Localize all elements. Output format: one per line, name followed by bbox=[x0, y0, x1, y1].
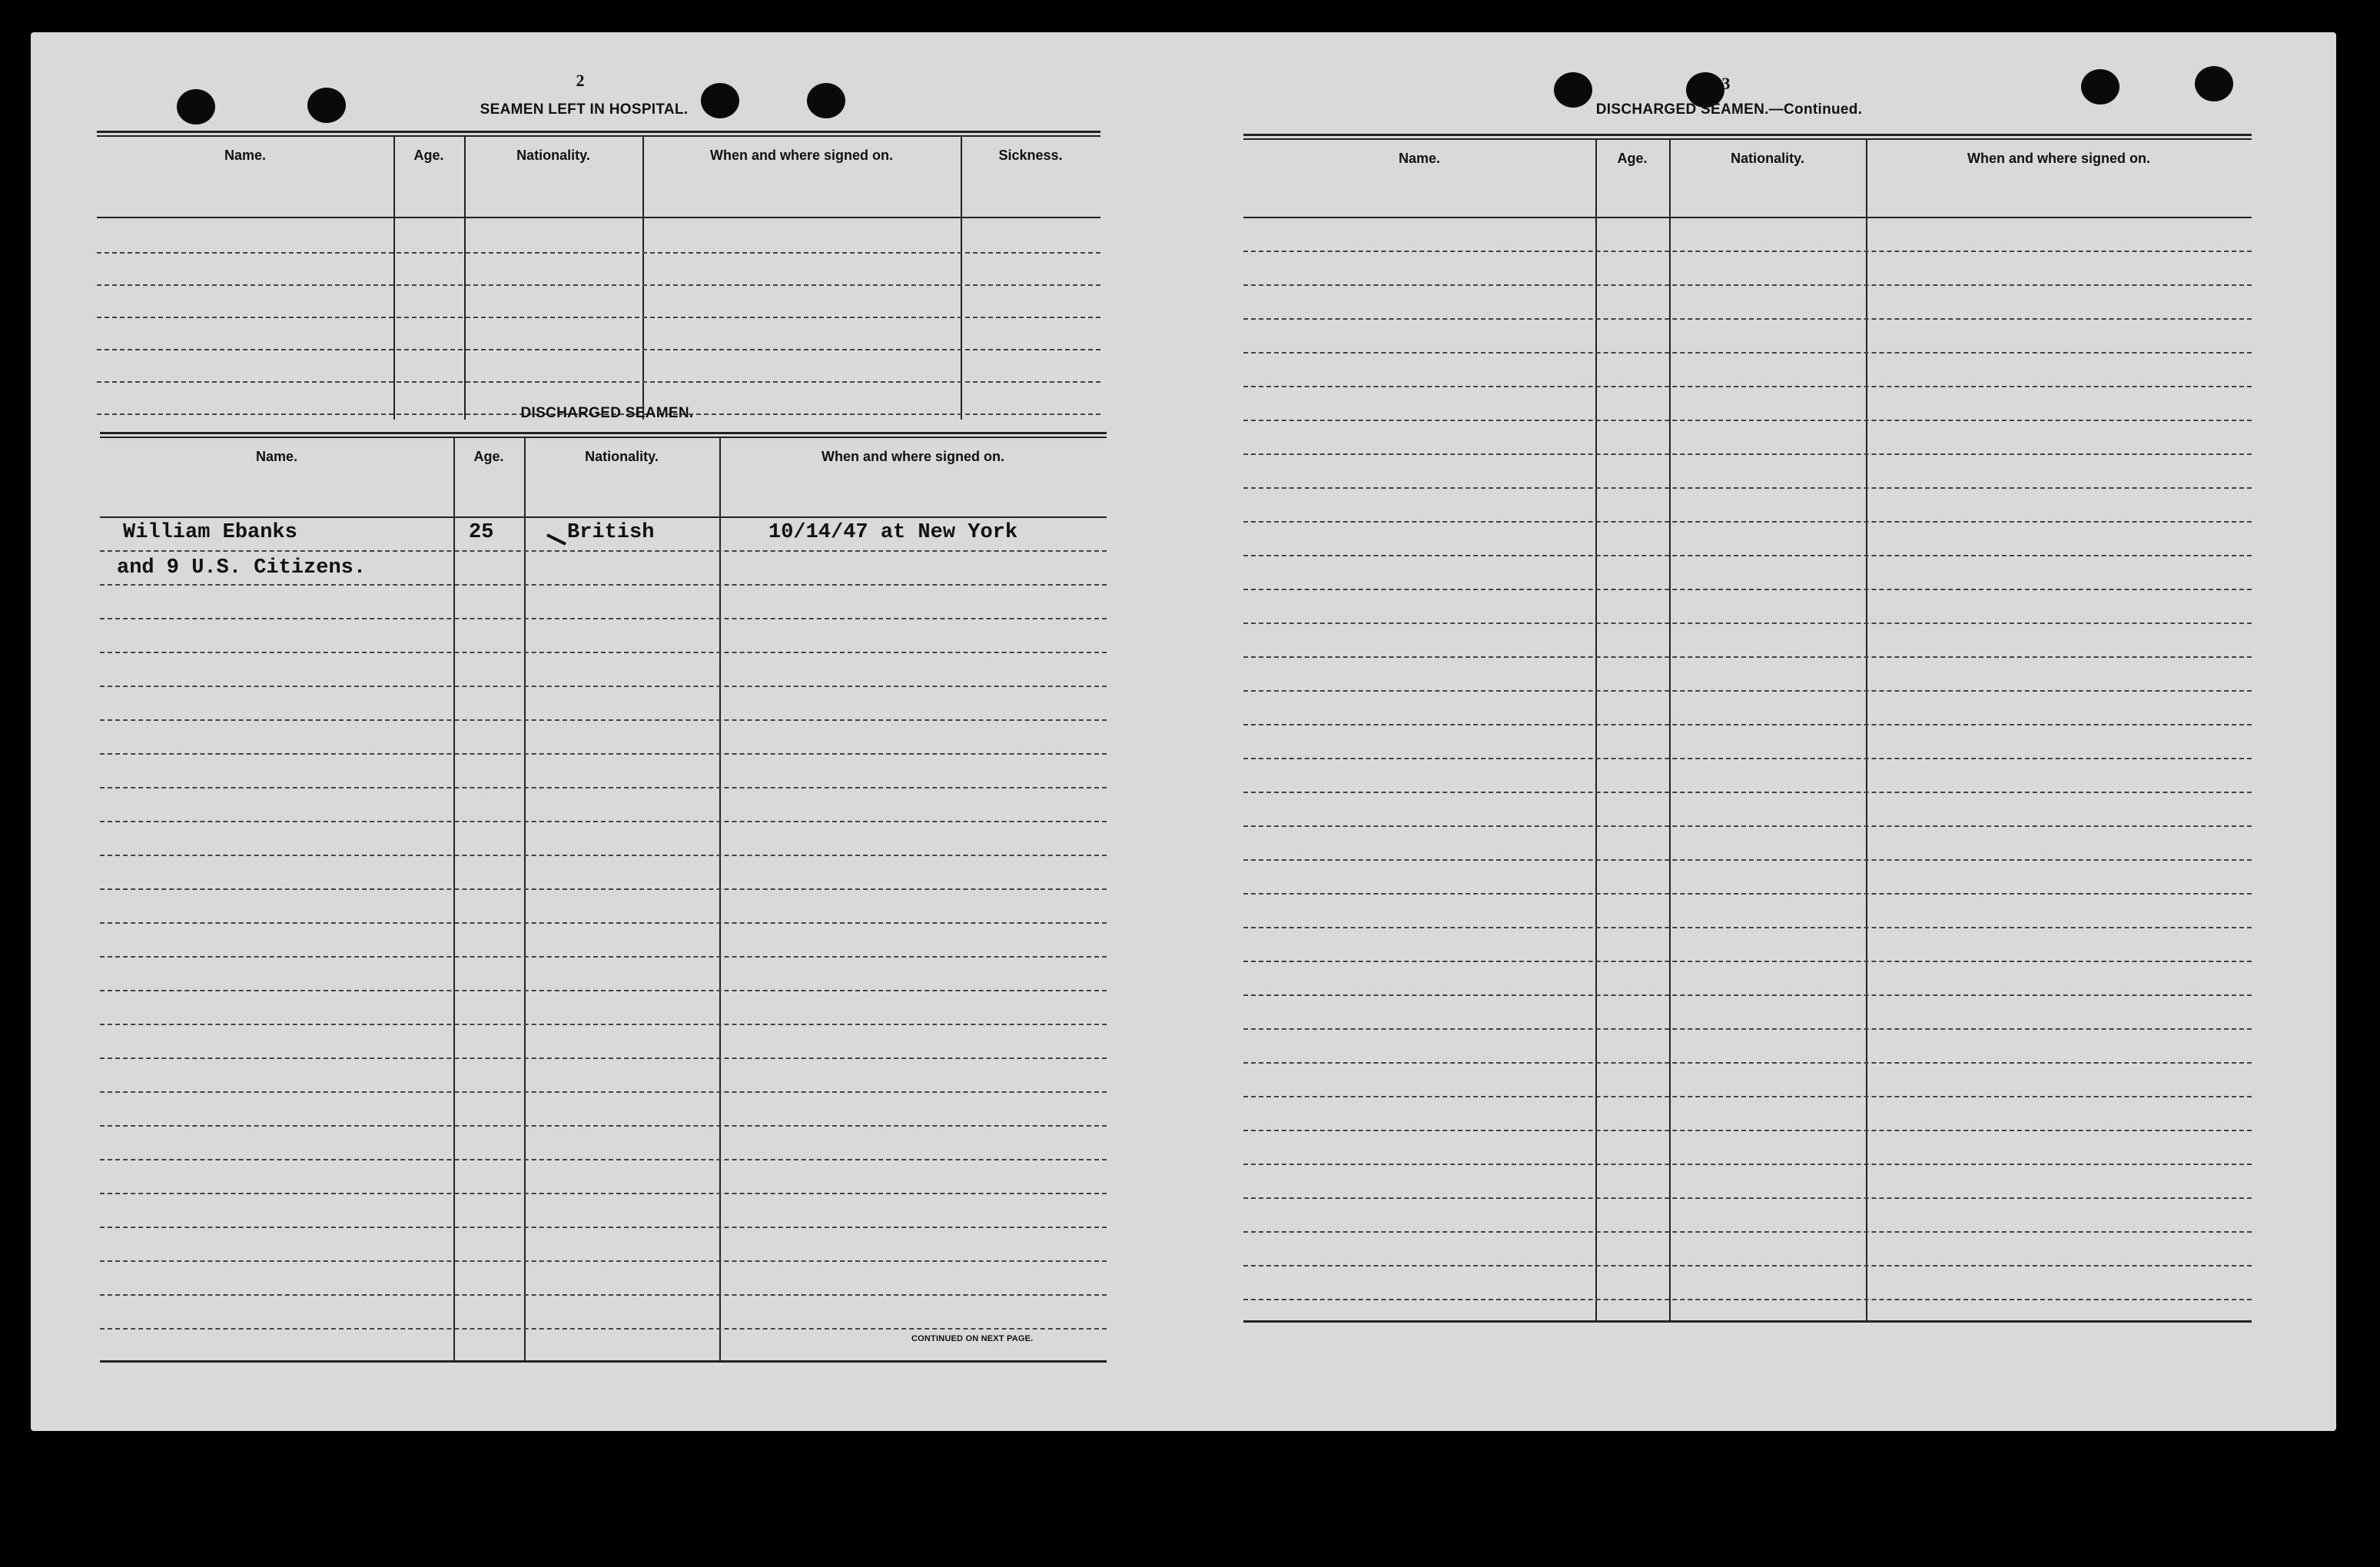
table-row bbox=[1243, 352, 2252, 354]
table-row bbox=[100, 990, 1107, 991]
header-rule bbox=[1243, 217, 2252, 218]
discharged-continued-title: DISCHARGED SEAMEN.—Continued. bbox=[1595, 101, 1863, 118]
punch-hole bbox=[2081, 69, 2119, 105]
column-divider bbox=[961, 135, 962, 420]
header-rule bbox=[100, 516, 1107, 518]
table-row bbox=[100, 1057, 1107, 1059]
column-divider bbox=[393, 135, 395, 420]
table-row bbox=[97, 381, 1100, 383]
table-row bbox=[1243, 792, 2252, 793]
continued-note: CONTINUED ON NEXT PAGE. bbox=[911, 1334, 1034, 1343]
column-divider bbox=[524, 437, 526, 1362]
table-row bbox=[1243, 656, 2252, 658]
table-row bbox=[1243, 961, 2252, 962]
table-row bbox=[1243, 859, 2252, 861]
table-row bbox=[100, 1193, 1107, 1194]
col-head-signed-on: When and where signed on. bbox=[821, 449, 1005, 464]
table-row bbox=[100, 550, 1107, 552]
table-row bbox=[1243, 724, 2252, 725]
table-row bbox=[100, 821, 1107, 822]
table-row bbox=[100, 719, 1107, 721]
table-row bbox=[100, 956, 1107, 958]
table-top-rule bbox=[1243, 134, 2252, 140]
table-row bbox=[1243, 1164, 2252, 1165]
col-head-nationality: Nationality. bbox=[585, 449, 659, 464]
table-top-rule bbox=[100, 432, 1107, 438]
entry-age: 25 bbox=[469, 521, 494, 544]
column-divider bbox=[642, 135, 644, 420]
table-row bbox=[100, 652, 1107, 653]
table-row bbox=[1243, 1028, 2252, 1030]
entry-nationality: British bbox=[567, 521, 655, 544]
table-row bbox=[100, 855, 1107, 856]
table-row bbox=[1243, 318, 2252, 320]
discharged-continued-table bbox=[1243, 134, 2252, 1325]
table-bottom-rule bbox=[100, 1360, 1107, 1363]
pen-mark-icon bbox=[546, 532, 569, 547]
punch-hole bbox=[177, 89, 215, 124]
table-row bbox=[97, 284, 1100, 286]
table-row bbox=[1243, 1231, 2252, 1233]
column-divider bbox=[464, 135, 466, 420]
col-head-name: Name. bbox=[224, 148, 267, 163]
table-bottom-rule bbox=[1243, 1320, 2252, 1323]
table-row bbox=[1243, 825, 2252, 827]
punch-hole bbox=[807, 83, 845, 118]
col-head-nationality: Nationality. bbox=[516, 148, 590, 163]
table-row bbox=[1243, 1096, 2252, 1097]
table-row bbox=[1243, 487, 2252, 489]
table-row bbox=[100, 618, 1107, 619]
table-row bbox=[100, 1260, 1107, 1262]
document-sheet bbox=[31, 32, 2336, 1431]
header-rule bbox=[97, 217, 1100, 218]
discharged-section-title: DISCHARGED SEAMEN. bbox=[520, 405, 694, 421]
col-head-sickness: Sickness. bbox=[998, 148, 1063, 163]
table-row bbox=[100, 686, 1107, 687]
column-divider bbox=[453, 437, 455, 1362]
col-head-name: Name. bbox=[1398, 151, 1441, 166]
table-row bbox=[1243, 994, 2252, 996]
table-row bbox=[1243, 1299, 2252, 1300]
table-row bbox=[1243, 690, 2252, 692]
table-row bbox=[100, 1227, 1107, 1228]
table-row bbox=[100, 787, 1107, 788]
column-divider bbox=[1866, 138, 1867, 1322]
table-row bbox=[100, 584, 1107, 586]
table-row bbox=[97, 252, 1100, 254]
hospital-table bbox=[97, 131, 1100, 423]
table-row bbox=[97, 317, 1100, 318]
table-row bbox=[1243, 1062, 2252, 1064]
entry-name: William Ebanks bbox=[123, 521, 297, 544]
table-top-rule bbox=[97, 131, 1100, 137]
col-head-signed-on: When and where signed on. bbox=[1967, 151, 2151, 166]
entry-signed-on: 10/14/47 at New York bbox=[768, 521, 1018, 544]
table-row bbox=[1243, 1197, 2252, 1199]
table-row bbox=[1243, 589, 2252, 590]
table-row bbox=[1243, 893, 2252, 895]
table-row bbox=[100, 888, 1107, 890]
table-row bbox=[100, 1091, 1107, 1093]
col-head-age: Age. bbox=[413, 148, 444, 163]
column-divider bbox=[1669, 138, 1671, 1322]
col-head-name: Name. bbox=[255, 449, 298, 464]
table-row bbox=[1243, 758, 2252, 759]
discharged-table bbox=[100, 432, 1107, 1365]
punch-hole bbox=[307, 88, 346, 123]
col-head-signed-on: When and where signed on. bbox=[709, 148, 894, 163]
table-row bbox=[1243, 1130, 2252, 1131]
table-row bbox=[1243, 555, 2252, 556]
table-row bbox=[100, 1159, 1107, 1160]
table-row bbox=[1243, 251, 2252, 252]
col-head-age: Age. bbox=[473, 449, 504, 464]
table-row bbox=[1243, 1265, 2252, 1267]
table-row bbox=[1243, 420, 2252, 421]
hospital-section-title: SEAMEN LEFT IN HOSPITAL. bbox=[480, 101, 689, 118]
table-row bbox=[1243, 453, 2252, 455]
column-divider bbox=[719, 437, 721, 1362]
entry-name: and 9 U.S. Citizens. bbox=[117, 556, 367, 579]
table-row bbox=[100, 1294, 1107, 1296]
table-row bbox=[97, 349, 1100, 350]
col-head-nationality: Nationality. bbox=[1731, 151, 1804, 166]
punch-hole bbox=[2195, 66, 2233, 101]
col-head-age: Age. bbox=[1617, 151, 1648, 166]
table-row bbox=[100, 1125, 1107, 1127]
page-number-left: 2 bbox=[576, 71, 585, 90]
table-row bbox=[1243, 622, 2252, 624]
table-row bbox=[100, 1024, 1107, 1025]
page-number-right: 3 bbox=[1721, 74, 1731, 93]
table-row bbox=[1243, 386, 2252, 387]
table-row bbox=[1243, 284, 2252, 286]
table-row bbox=[1243, 927, 2252, 928]
table-row bbox=[100, 922, 1107, 924]
column-divider bbox=[1595, 138, 1597, 1322]
table-row bbox=[1243, 521, 2252, 523]
table-row bbox=[100, 753, 1107, 755]
table-row bbox=[100, 1328, 1107, 1330]
